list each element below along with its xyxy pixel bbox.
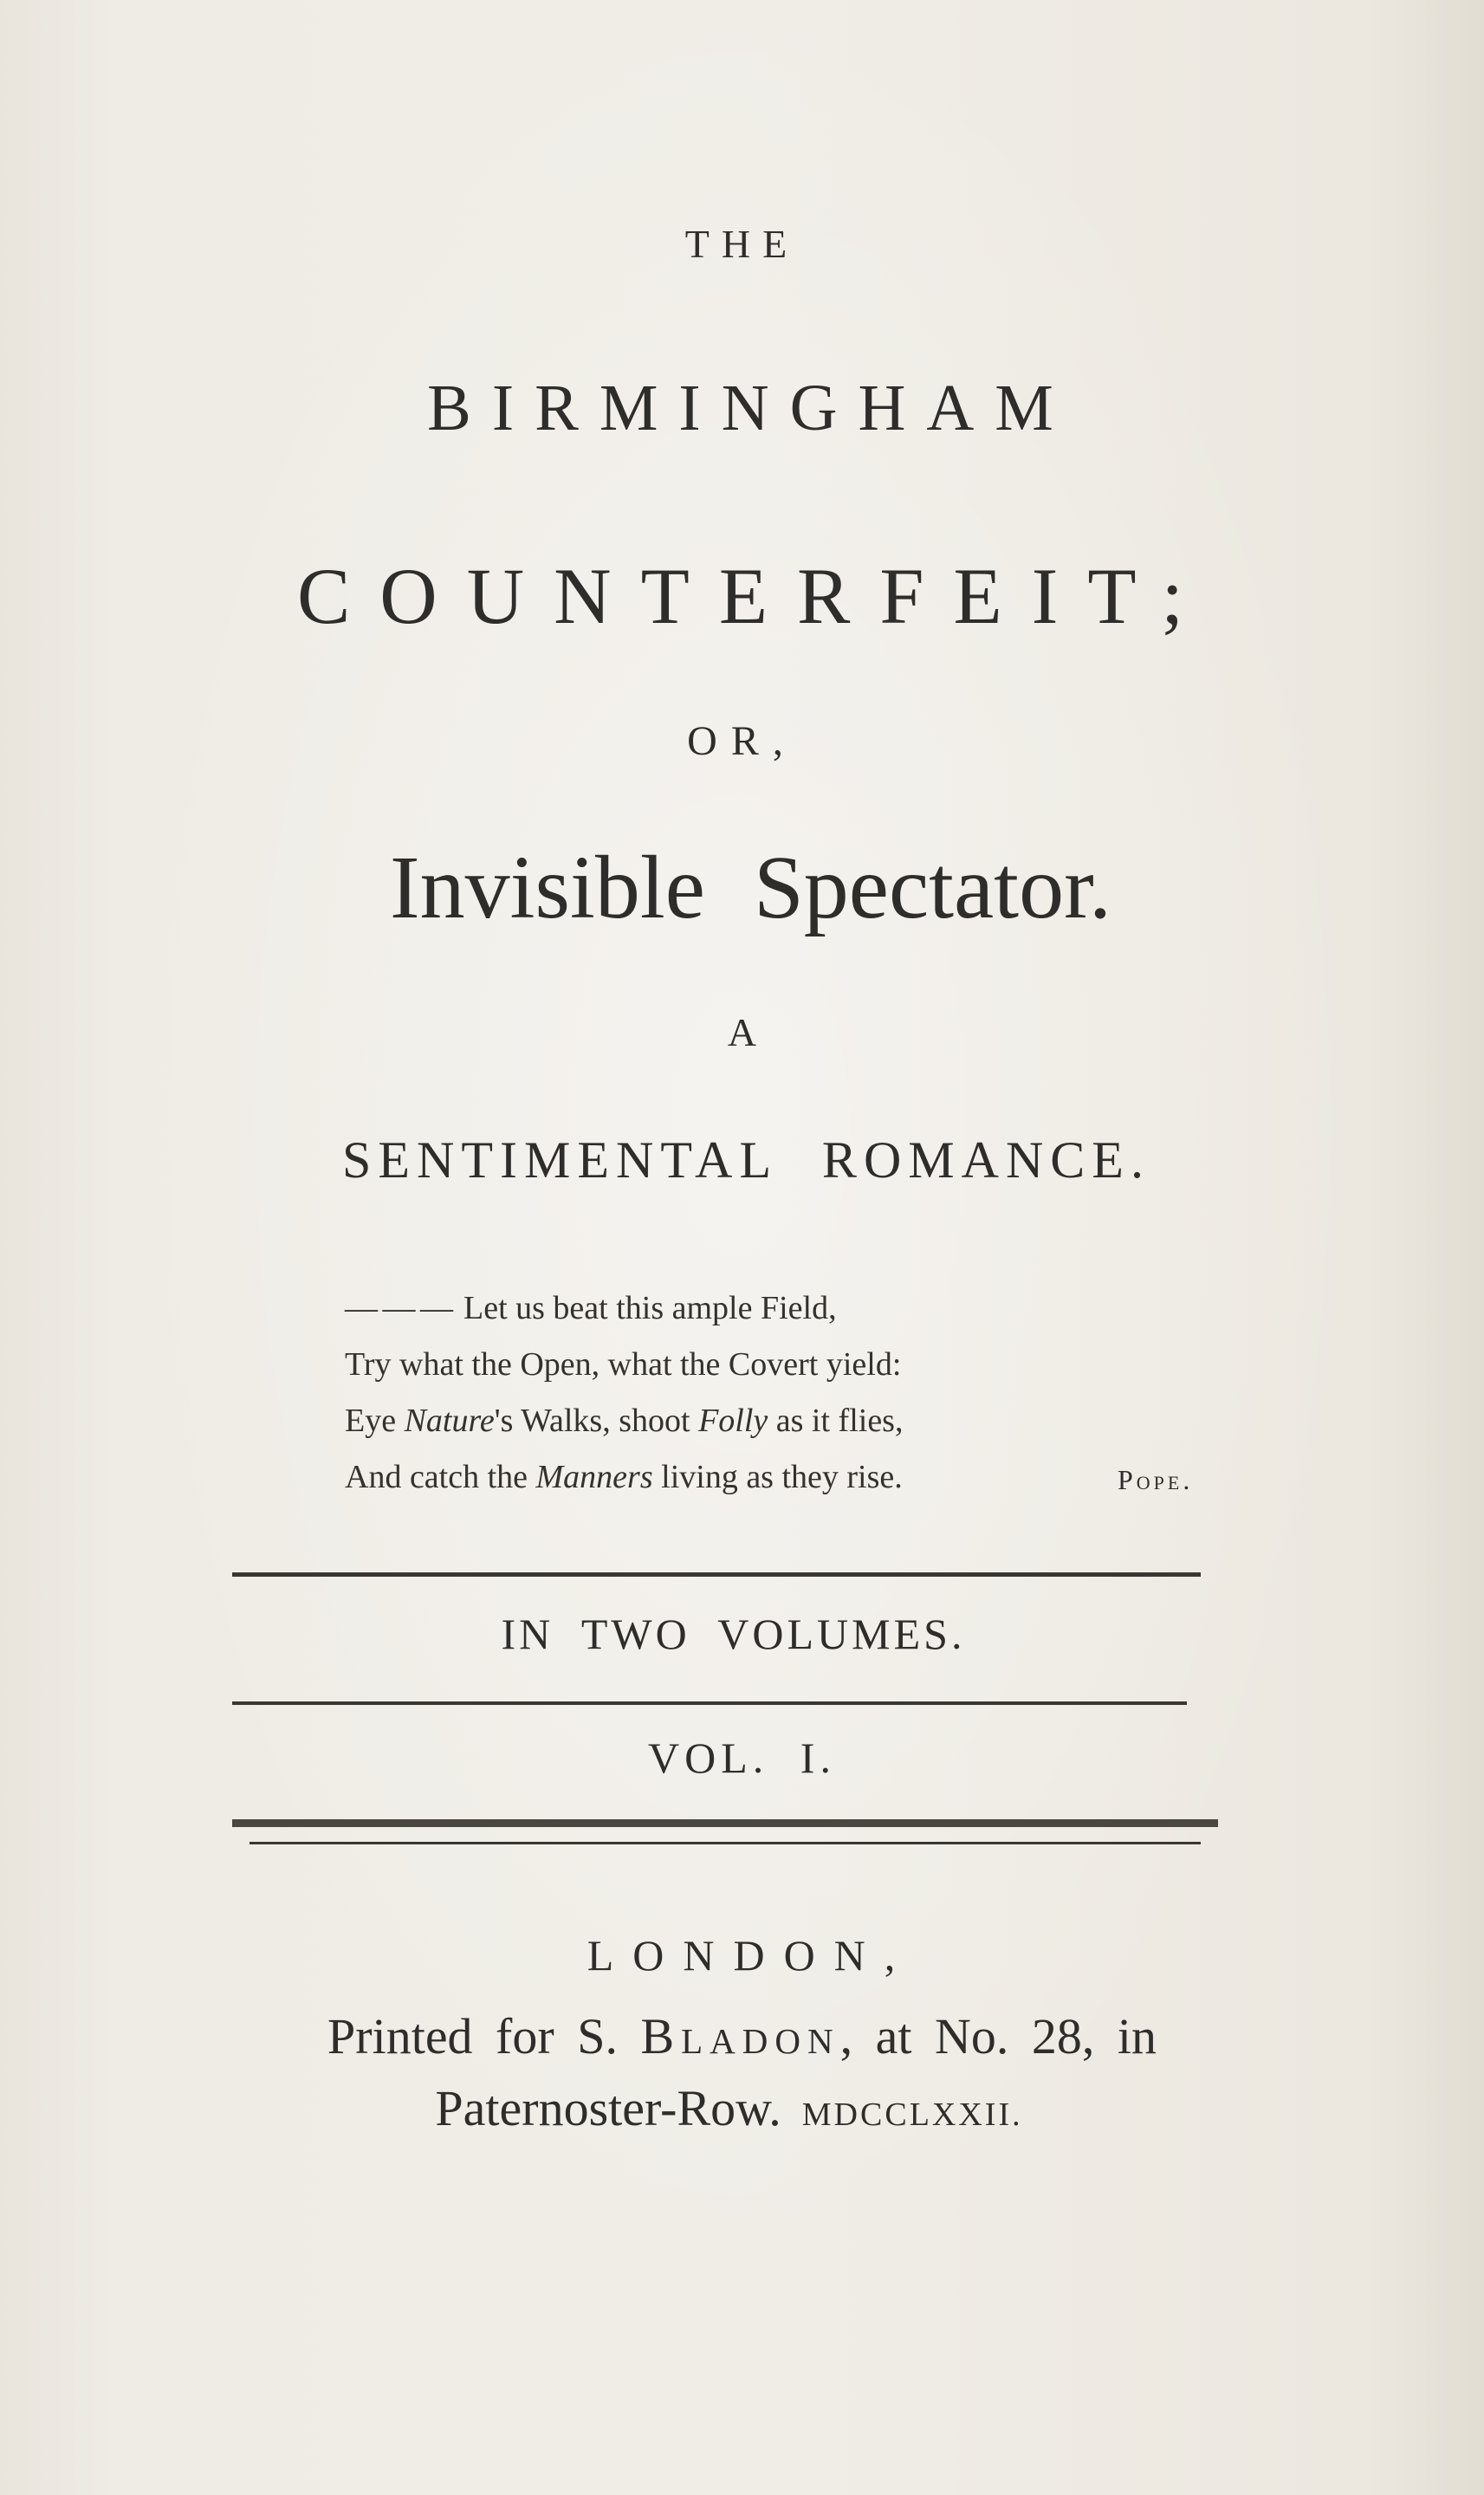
rule-bottom-thin <box>249 1842 1201 1844</box>
epigraph-line-2: Try what the Open, what the Covert yield: <box>345 1346 902 1383</box>
rule-bottom-thick <box>232 1819 1218 1827</box>
rule-top <box>232 1572 1201 1577</box>
genre-line: SENTIMENTAL ROMANCE. <box>342 1131 1150 1189</box>
imprint-street-line <box>0 2079 1484 2137</box>
genre-article: A <box>727 1010 757 1054</box>
epigraph-word-folly: Folly <box>698 1403 768 1439</box>
title-line-2: COUNTERFEIT; <box>296 552 1214 640</box>
title-conjunction: OR, <box>687 718 797 764</box>
epigraph-line-3 <box>345 1402 903 1440</box>
subtitle: Invisible Spectator. <box>390 838 1111 937</box>
epigraph-dashes: — — — <box>345 1290 451 1326</box>
rule-middle <box>232 1701 1187 1705</box>
epigraph-line-1 <box>345 1289 837 1327</box>
volumes-note: IN TWO VOLUMES. <box>501 1610 966 1658</box>
imprint-year: MDCCLXXII. <box>801 2096 1023 2133</box>
volume-number: VOL. I. <box>648 1734 836 1782</box>
imprint-printer-line <box>0 2007 1484 2065</box>
imprint-printed-for: Printed for S. <box>327 2008 618 2064</box>
epigraph-line-3-mid: 's Walks, shoot <box>494 1403 699 1439</box>
epigraph-line-3-post: as it flies, <box>768 1403 904 1439</box>
epigraph-line-3-pre: Eye <box>345 1403 405 1439</box>
epigraph-line-1-text: Let us beat this ample Field, <box>463 1290 837 1326</box>
imprint-address: , at No. 28, in <box>839 2008 1157 2064</box>
imprint-printer-name: Bladon <box>640 2008 840 2064</box>
epigraph-line-4-pre: And catch the <box>345 1459 536 1495</box>
title-line-1: BIRMINGHAM <box>427 372 1074 444</box>
epigraph-line-4 <box>345 1458 903 1496</box>
epigraph-line-4-post: living as they rise. <box>652 1459 903 1495</box>
epigraph-word-manners: Manners <box>535 1459 653 1495</box>
epigraph-attribution: Pope. <box>1118 1464 1194 1495</box>
epigraph-word-nature: Nature <box>404 1403 495 1439</box>
imprint-street: Paternoster-Row. <box>435 2080 781 2136</box>
title-article: THE <box>684 222 800 266</box>
imprint-city: LONDON, <box>586 1931 915 1980</box>
